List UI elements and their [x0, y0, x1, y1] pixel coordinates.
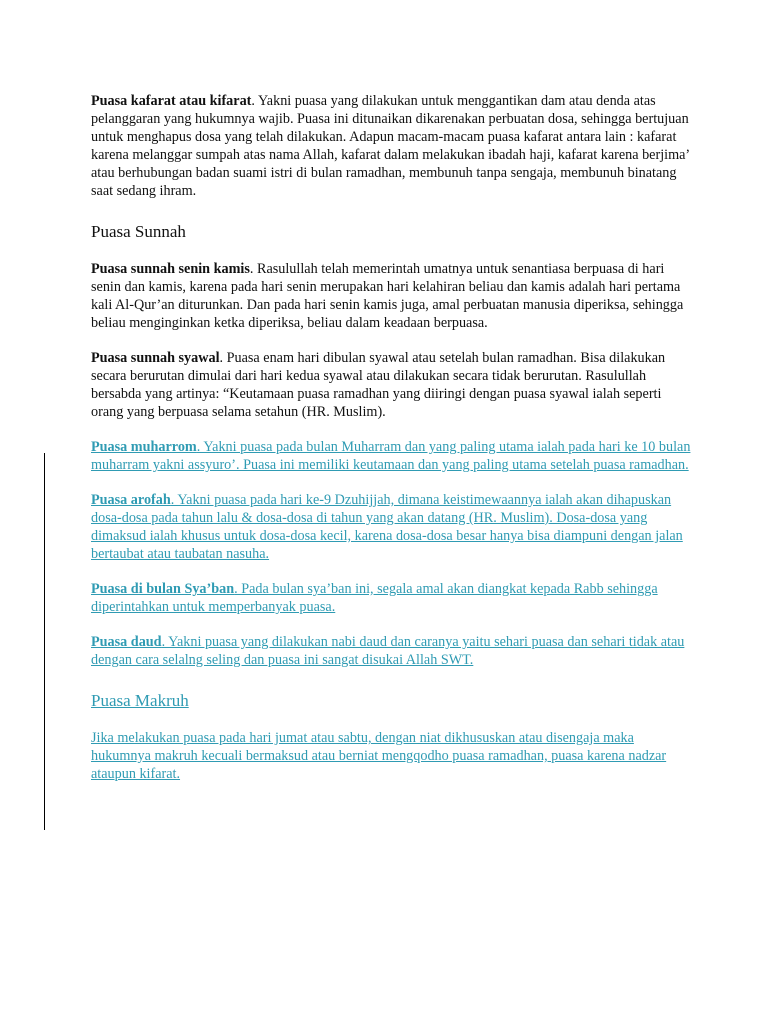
document-body [91, 92, 691, 800]
link-paragraph-arofah[interactable] [91, 491, 691, 563]
paragraph-senin-kamis [91, 260, 691, 332]
term-senin-kamis: Puasa sunnah senin kamis [91, 261, 250, 277]
term-arofah: Puasa arofah [91, 492, 171, 508]
link-paragraph-muharrom[interactable] [91, 438, 691, 474]
text-syaban: . Pada bulan sya’ban ini, segala amal akan diangkat kepada Rabb sehingga diperintahkan untuk memperbanyak puasa. [91, 581, 658, 615]
paragraph-kafarat [91, 92, 691, 200]
text-kafarat: . Yakni puasa yang dilakukan untuk menggantikan dam atau denda atas pelanggaran yang hukumnya wajib. Puasa ini ditunaikan dikarenakan perbuatan dosa, sehingga bertujuan untuk menghapus dosa yang telah dilakukan. Adapun macam-macam puasa kafarat antara lain : kafarat karena melanggar sumpah atas nama Allah, kafarat dalam melakukan ibadah haji, kafarat karena berjima’ atau berhubungan badan suami istri di bulan ramadhan, membunuh tanpa sengaja, membunuh binatang saat sedang ihram. [91, 93, 690, 199]
paragraph-syawal [91, 349, 691, 421]
text-syawal: . Puasa enam hari dibulan syawal atau setelah bulan ramadhan. Bisa dilakukan secara berurutan dimulai dari hari kedua syawal atau dilakukan secara tidak berurutan. Rasulullah bersabda yang artinya: “Keutamaan puasa ramadhan yang diiringi dengan puasa syawal ialah seperti orang yang berpuasa selama setahun (HR. Muslim). [91, 350, 666, 420]
text-muharrom: . Yakni puasa pada bulan Muharram dan yang paling utama ialah pada hari ke 10 bulan muharram yakni assyuro’. Puasa ini memiliki keutamaan dan yang paling utama setelah puasa ramadhan. [91, 439, 691, 473]
link-paragraph-daud[interactable] [91, 633, 691, 669]
term-kafarat: Puasa kafarat atau kifarat [91, 93, 252, 109]
text-senin-kamis: . Rasulullah telah memerintah umatnya untuk senantiasa berpuasa di hari senin dan kamis, karena pada hari senin merupakan hari kelahiran beliau dan kamis adalah hari pertama kali Al-Qur’an diturunkan. Dan pada hari senin kamis juga, amal perbuatan manusia diperiksa, sehingga beliau menginginkan ketka diperiksa, beliau dalam keadaan berpuasa. [91, 261, 684, 331]
text-arofah: . Yakni puasa pada hari ke-9 Dzuhijjah, dimana keistimewaannya ialah akan dihapuskan dosa-dosa pada tahun lalu & dosa-dosa di tahun yang akan datang (HR. Muslim). Dosa-dosa yang dimaksud ialah khusus untuk dosa-dosa kecil, karena dosa-dosa besar hanya bisa diampuni dengan jalan bertaubat atau taubatan nasuha. [91, 492, 683, 562]
margin-change-bar [44, 453, 45, 830]
text-daud: . Yakni puasa yang dilakukan nabi daud dan caranya yaitu sehari puasa dan sehari tidak atau dengan cara selalng seling dan puasa ini sangat disukai Allah SWT. [91, 634, 685, 668]
term-daud: Puasa daud [91, 634, 162, 650]
heading-puasa-sunnah: Puasa Sunnah [91, 222, 186, 241]
term-syaban: Puasa di bulan Sya’ban [91, 581, 235, 597]
term-syawal: Puasa sunnah syawal [91, 350, 220, 366]
heading-puasa-makruh[interactable]: Puasa Makruh [91, 691, 189, 710]
text-makruh: Jika melakukan puasa pada hari jumat atau sabtu, dengan niat dikhususkan atau disengaja maka hukumnya makruh kecuali bermaksud atau berniat mengqodho puasa ramadhan, puasa karena nadzar ataupun kifarat. [91, 730, 667, 782]
link-paragraph-makruh[interactable] [91, 729, 691, 783]
link-paragraph-syaban[interactable] [91, 580, 691, 616]
term-muharrom: Puasa muharrom [91, 439, 197, 455]
